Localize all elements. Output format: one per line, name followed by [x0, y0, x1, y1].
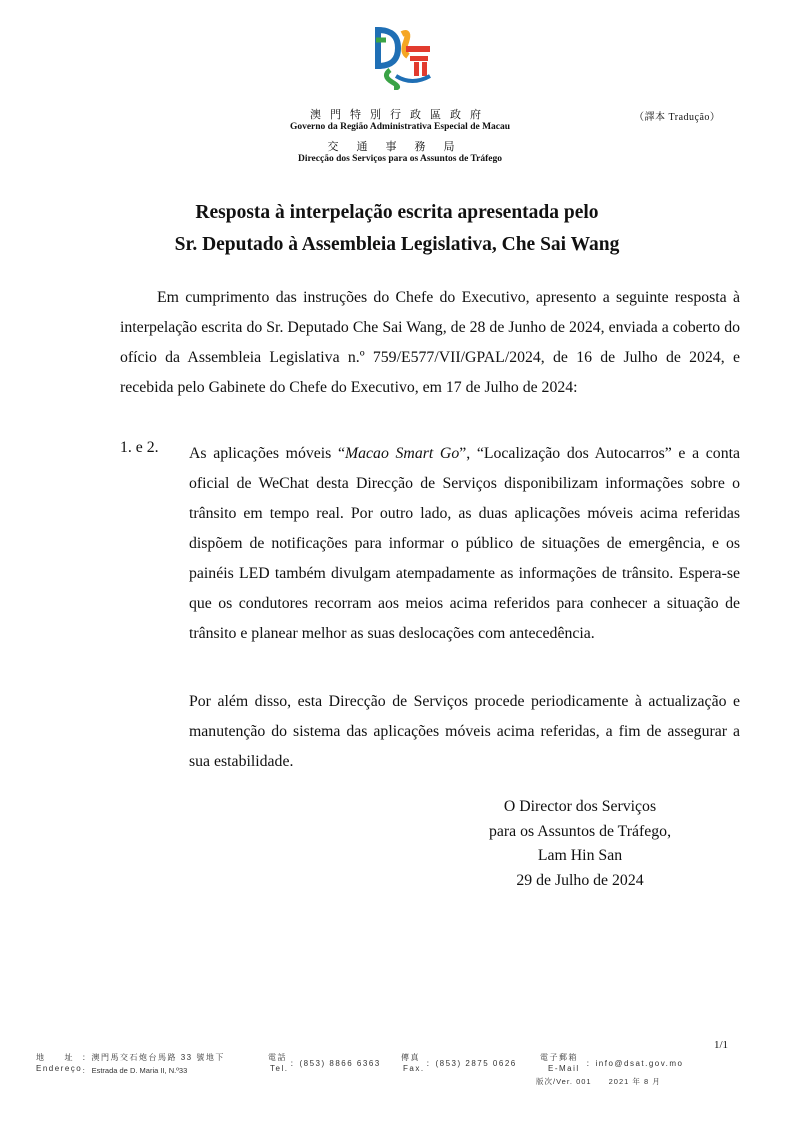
translation-note: （譯本 Tradução） — [634, 112, 721, 123]
document-title-line2: Sr. Deputado à Assembleia Legislativa, Che Sai Wang — [174, 234, 620, 255]
footer-tel-label-pt: Tel. — [270, 1064, 289, 1073]
footer-fax: ：(853) 2875 0626 — [426, 1059, 517, 1068]
document-title-line1: Resposta à interpelação escrita apresentada pelo — [195, 202, 599, 223]
footer-tel: ：(853) 8866 6363 — [290, 1059, 381, 1068]
header-gov-cn: 澳門特別行政區政府 — [310, 109, 490, 121]
footer-address-cn: ：澳門馬交石炮台馬路 33 號地下 — [82, 1053, 225, 1062]
footer-address-pt: ： Estrada de D. Maria II, N.º33 — [82, 1066, 188, 1075]
item-paragraph-2: Por além disso, esta Direcção de Serviços procede periodicamente à actualização e manutenção do sistema das aplicações móveis acima referidas, a fim de assegurar a sua estabilidade. — [189, 693, 740, 770]
page-number: 1/1 — [714, 1039, 729, 1051]
item-p1-italic: Macao Smart Go — [344, 445, 460, 462]
footer-version: 版次/Ver. 001 2021 年 8 月 — [536, 1077, 661, 1086]
item-p1-text-b: ”, “Localização dos Autocarros” e a conta oficial de WeChat desta Direcção de Serviços disponibilizam informações sobre o trânsito em tempo real. Por outro lado, as duas aplicações móveis acima referidas dispõem de notificações para informar o público de situações de emergência, e os painéis LED também divulgam atempadamente as informações de trânsito. Espera-se que os condutores recorram aos meios acima referidos para conhecer a situação de trânsito e planear melhor as suas deslocações com antecedência. — [189, 445, 740, 642]
footer-email-label-cn: 電子郵箱 — [540, 1053, 578, 1062]
item-number: 1. e 2. — [120, 439, 159, 456]
footer-tel-label-cn: 電話 — [268, 1053, 287, 1062]
signature-block — [440, 795, 720, 893]
signature-name: Lam Hin San — [537, 847, 623, 864]
signature-date: 29 de Julho de 2024 — [516, 871, 644, 889]
footer-email: ：info@dsat.gov.mo — [586, 1059, 684, 1068]
footer-address-label-cn: 地 址 — [36, 1053, 74, 1062]
footer-fax-label-pt: Fax. — [403, 1064, 425, 1073]
signature-role2: para os Assuntos de Tráfego, — [488, 822, 672, 840]
item-p1-text-a: As aplicações móveis “ — [189, 445, 345, 462]
header-dept-pt: Direcção dos Serviços para os Assuntos de Tráfego — [298, 154, 502, 164]
footer-fax-label-cn: 傳真 — [401, 1053, 420, 1062]
footer-email-label-pt: E-Mail — [548, 1064, 580, 1073]
intro-paragraph: Em cumprimento das instruções do Chefe do Executivo, apresento a seguinte resposta à interpelação escrita do Sr. Deputado Che Sai Wang, de 28 de Junho de 2024, enviada a coberto do ofício da Assembleia Legislativa n.º 759/E577/VII/GPAL/2024, de 16 de Julho de 2024, e recebida pelo Gabinete do Chefe do Executivo, em 17 de Julho de 2024: — [120, 289, 740, 396]
dsat-logo-icon — [372, 26, 434, 90]
header-gov-pt: Governo da Região Administrativa Especial de Macau — [289, 122, 511, 132]
header-dept-cn: 交通事務局 — [327, 141, 473, 153]
signature-role1: O Director dos Serviços — [503, 798, 657, 815]
item-paragraph-1 — [189, 439, 740, 649]
footer-address-label-pt: Endereço — [36, 1064, 83, 1073]
